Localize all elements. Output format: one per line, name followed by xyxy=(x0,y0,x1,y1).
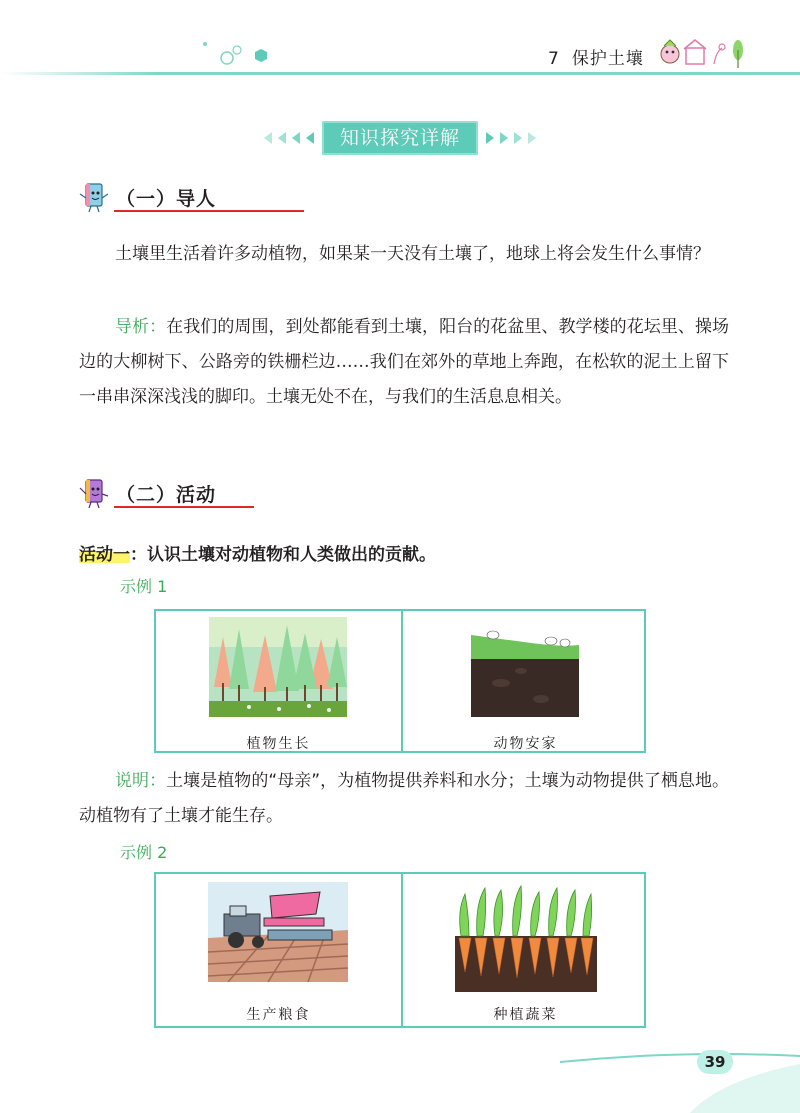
harvester-illustration-icon xyxy=(208,882,348,982)
section-banner-label: 知识探究详解 xyxy=(322,121,478,155)
example-2-table xyxy=(154,872,646,1028)
activity-one-text: ：认识土壤对动植物和人类做出的贡献。 xyxy=(130,545,436,565)
activities-heading-text: （二）活动 xyxy=(116,484,217,506)
example-1-table xyxy=(154,609,646,753)
section-banner xyxy=(0,121,800,155)
chapter-name: 保护土壤 xyxy=(571,49,644,69)
heading-underline xyxy=(114,210,304,212)
book-mascot-icon xyxy=(78,180,112,214)
explain-paragraph xyxy=(79,764,729,834)
activity-one xyxy=(79,540,436,565)
header-cartoon-decoration xyxy=(656,34,756,70)
forest-illustration-icon xyxy=(209,617,347,717)
caption-animals: 动物安家 xyxy=(493,736,558,752)
activity-one-label: 活动一 xyxy=(79,545,130,565)
explain-text: 土壤是植物的“母亲”，为植物提供养料和水分；土壤为动物提供了栖息地。动植物有了土壤才能生存。 xyxy=(79,771,729,826)
header-bubbles-decoration xyxy=(185,38,275,72)
example-2-cell-vegetables xyxy=(401,874,648,1026)
explain-label: 说明： xyxy=(115,771,167,791)
guide-text: 在我们的周围，到处都能看到土壤，阳台的花盆里、教学楼的花坛里、操场边的大柳树下、公路旁的铁栅栏边……我们在郊外的草地上奔跑，在松软的泥土上留下一串串深深浅浅的脚印。土壤无处不在，与我们的生活息息相关。 xyxy=(79,317,729,407)
intro-question: 土壤里生活着许多动植物，如果某一天没有土壤了，地球上将会发生什么事情？ xyxy=(115,244,710,264)
caption-grain: 生产粮食 xyxy=(246,1007,311,1023)
example-2-label: 示例 2 xyxy=(120,843,168,862)
guide-label: 导析： xyxy=(115,317,167,337)
carrots-illustration-icon xyxy=(455,880,597,992)
burrow-illustration-icon xyxy=(471,621,579,717)
footer-wave-decoration xyxy=(560,1020,800,1113)
chapter-title xyxy=(548,44,644,69)
chapter-number: 7 xyxy=(548,49,560,69)
caption-vegetables: 种植蔬菜 xyxy=(493,1007,558,1023)
heading-underline xyxy=(114,506,254,508)
intro-heading-text: （一）导人 xyxy=(116,188,217,210)
caption-plants: 植物生长 xyxy=(246,736,311,752)
book-mascot-icon xyxy=(78,476,112,510)
guide-paragraph xyxy=(79,310,729,415)
example-1-label: 示例 1 xyxy=(120,577,168,596)
example-2-cell-grain xyxy=(156,874,401,1026)
left-arrows-icon xyxy=(262,130,320,146)
page-number: 39 xyxy=(697,1050,733,1074)
header-rule xyxy=(0,72,800,75)
example-1-cell-animals xyxy=(401,611,648,751)
right-arrows-icon xyxy=(480,130,538,146)
example-1-cell-plants xyxy=(156,611,401,751)
